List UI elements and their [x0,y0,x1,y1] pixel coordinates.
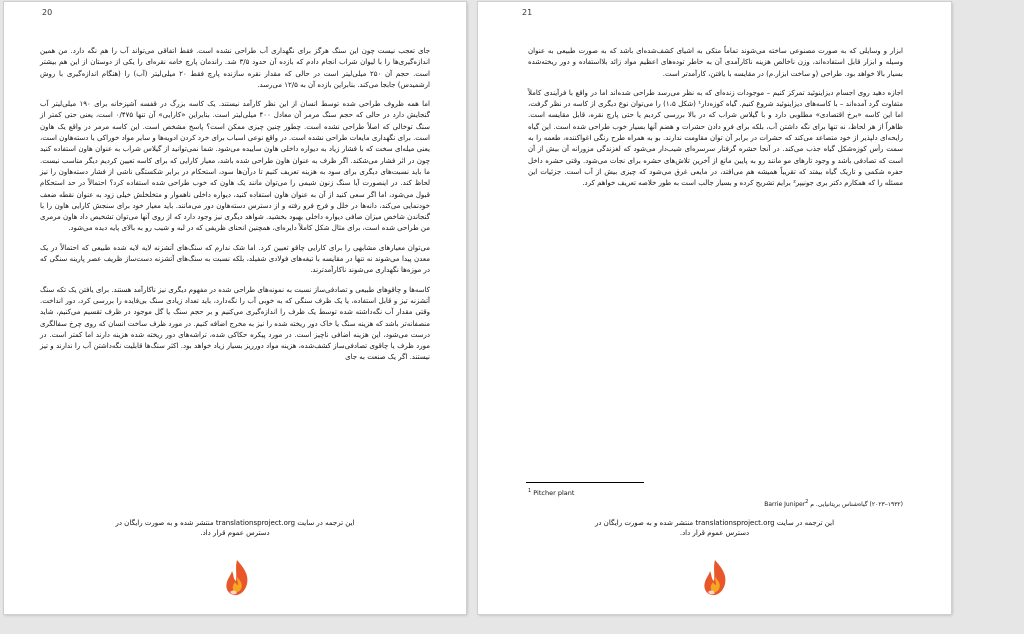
footnote: (۱۹۳۲–۲۰۲۳) گیاه‌شناس بریتانیایی. م Barrie Juniper$^2$ [764,499,903,508]
footer-line: دسترس عموم قرار داد. [679,529,750,537]
footnote-separator [526,482,644,483]
document-page-left [4,2,466,614]
page-number: 21 [522,8,533,17]
footer-line: این ترجمه در سایت translationsproject.org منتشر شده و به صورت رایگان در [115,519,355,527]
paragraph: اما همه ظروف طراحی شده توسط انسان از این نظر کارآمد نیستند. یک کاسه بزرگ در قفسه آشپزخانه برای ۱۹۰ میلی‌لیتر آب گنجایش دارد در حالی که حجم سنگ مرمر آن معادل ۴۰۰ میلی‌لیتر است. بنابراین «کارایی» آن تنها ۰/۴۷۵ است، یعنی حتی کمتر از سنگ توخالی که اصلاً طراحی نشده است. چطور چنین چیزی ممکن است؟ پاسخ مشخص است. این کاسه مرمر در واقع یک هاون است. برای نگهداری مایعات طراحی نشده است. در واقع نوعی اسباب برای خرد کردن ادویه‌ها و سایر مواد خوراکی با دسته‌هاون است، یعنی میله‌ای سخت که با فشار زیاد به دیواره داخلی هاون ساییده می‌شود. شما نمی‌توانید از گیلاس شراب به عنوان هاون استفاده کنید چون در اثر فشار می‌شکند. اگر ظرف به عنوان هاون طراحی شده باشد، معیار کارایی که برای کاسه تعیین کردیم دیگر مناسب نیست. ما باید نسبت‌های دیگری برای سود به هزینه تعریف کنیم تا درآن‌ها سود، استحکام در برابر شکستگی ناشی از فشار دسته‌هاون را نیز لحاظ کند. در اینصورت آیا سنگ زنون شیمی را می‌توان مانند یک هاون که خوب طراحی شده استفاده کرد؟ احتمالاً در حد استحکام قبول می‌شود، اما اگر سعی کنید از آن به عنوان هاون استفاده کنید، دیواره داخلی ناهموار و متخلخلش خیلی زود به عنوان نقطه ضعف خودنمایی می‌کند، دانه‌ها در خلل و فرج فرو رفته و از دسترس دسته‌هاون دور می‌مانند. باید معیار خود برای سنجش کارایی هاون را با گنجاندن شاخص میزان صافی دیواره داخلی بهبود بخشید. شواهد دیگری نیز وجود دارد که از روی آنها می‌توان تشخیص داد هاون مرمری من طراحی شده است، برای مثال شکل کاملاً دایره‌ای، همچنین انحنای ظریفی که در لبه و شیب رو به بالای پایه دیده می‌شود. [40,100,431,233]
footer-line: دسترس عموم قرار داد. [200,529,270,537]
paragraph: می‌توان معیارهای مشابهی را برای کارایی چاقو تعیین کرد. اما شک ندارم که سنگ‌های آتشزنه لایه لایه شده طبیعی که احتمالاً در یک معدن پیدا می‌شوند نه تنها در مقایسه با تیغه‌های فولادی شفیلد، بلکه نسبت به سنگ‌های آتشزنه دست‌ساز ظریف عصر پارینه سنگی که در موزه‌ها نگهداری می‌شوند ناکارآمدترند. [40,243,430,275]
footnote-name: Barrie Juniper [764,501,806,508]
page-footer [588,518,841,538]
paragraph: اجازه دهید روی اجسام دیزاینوئید تمرکز کنیم – موجودات زنده‌ای که به نظر می‌رسد طراحی شده‌اند اما در واقع با فرآیندی کاملاً متفاوت گرد آمده‌اند – با کاسه‌های دیزاینوئید شروع کنیم. گیاه کوزه‌دار¹ (شکل ۱،۵) را می‌توان نوع دیگری از کاسه در نظر گرفت، اما این کاسه «برخ اقتصادی» مطلوبی دارد و با گیلاس شراب که در بالا بررسی کردیم یا حتی پارچ نقره، قابل مقایسه است. ظاهراً از هر لحاظ، نه تنها برای نگه داشتن آب، بلکه برای فرو دادن حشرات و هضم آنها بسیار خوب طراحی شده است. این گیاه رایحه‌ای دلپذیر از خود متصاعد می‌کند که حشرات در برابر آن توان مقاومت ندارند. بو به همراه طرح رنگی اغواکننده، طعمه را به سمت رأس کوزه‌شکل گیاه جذب می‌کند. در آنجا حشره گرفتار سرسره‌ای شیب‌دار می‌شود که لغزندگی مزورانه آن بیش از آن است که تصادفی باشد و وجود تارهای مو مانند رو به پایین مانع از آخرین تلاش‌های حشره برای نجات می‌شود. وقتی حشره داخل حفره شکمی و تاریک گیاه بیفتد که تقریباً همیشه هم می‌افتد، در مایعی غرق می‌شود که چیزی بیش از آب است. جزئیات این مسئله را که همکارم دکتر بری جونیپر² برایم تشریح کرده و بسیار جالب است به طور خلاصه تعریف خواهم کرد. [528,88,904,188]
paragraph: ابزار و وسایلی که به صورت مصنوعی ساخته می‌شوند تماماً متکی به اشیای کشف‌شده‌ای باشد که به صورت طبیعی به عنوان وسیله و ابزار قابل استفاده‌اند، وزن ناخالص هزینه ناکارآمدی آن به خاطر توده‌های اعظیم مواد زائد بلااستفاده و دور ریخته‌شده بسیار بالا خواهد بود. طراحی (و ساخت ابزار.م) در مقایسه با یافتن، کارآمدتر است. [528,47,903,78]
footnote-text: (۱۹۳۲–۲۰۲۳) گیاه‌شناس بریتانیایی. م [810,501,903,508]
footer-line: این ترجمه در سایت translationsproject.org منتشر شده و به صورت رایگان در [594,519,835,527]
paragraph: کاسه‌ها و چاقوهای طبیعی و تصادفی‌ساز نسبت به نمونه‌های طراحی شده در مفهوم دیگری نیز ناکارآمد هستند. برای یافتن یک تکه سنگ آتشزنه تیز و قابل استفاده، یا یک ظرف سنگی که به خوبی آب را نگه‌دارد، باید تعداد زیادی سنگ بی‌فایده را بررسی کرد، دور انداخت. وقتی مقدار آب نگه‌داشته شده توسط یک ظرف را اندازه‌گیری می‌کنیم و بر حجم سنگ یا گل موجود در ظرف تقسیم می‌کنیم، شاید منصفانه‌تر باشد که هزینه سنگ یا خاک دور ریخته شده را نیز به مخرج اضافه کنیم. در مورد ظرف ساخت انسان که روی چرخ سفالگری درست می‌شود، این هزینه اضافی ناچیز است. در مورد پیکره حکاکی شده، تراشه‌های دور ریخته شده هزینه دارند اما کمتر است. در مورد ظرف یا چاقوی تصادفی‌ساز کشف‌شده، هزینه مواد دورریز بسیار زیاد خواهد بود. اکثر سنگ‌ها قابلیت نگه‌داشتن آب را ندارند و تیز نیستند. اگر یک صنعت به جای [40,285,430,362]
page-body [528,46,903,198]
document-page-right [478,2,951,614]
paragraph: جای تعجب نیست چون این سنگ هرگز برای نگهداری آب طراحی نشده است. فقط اتفاقی می‌تواند آب را هم نگه دارد. من همین اندازه‌گیری‌ها را با لیوان شراب انجام دادم که بازده آن حدود ۳/۵ شد. راندمان پارچ خامه نقره‌ای را یکی از دوستان از این هم بیشتر است. حجم آن ۲۵۰ میلی‌لیتر است در حالی که مقدار نقره سازنده پارچ فقط ۲۰ میلی‌لیتر (آب) را (هنگام اندازه‌گیری با روش ارشمیدس) جابجا می‌کند. بنابراین بازده آن به ۱۲/۵ می‌رسد. [40,47,430,89]
page-number: 20 [42,8,53,17]
footnote: $^1$ Pitcher plant [528,488,575,498]
page-footer [94,518,376,538]
flame-logo-icon [700,558,730,598]
footnote-text: Pitcher plant [533,489,575,498]
page-body [40,46,430,372]
flame-logo-icon [222,558,252,598]
